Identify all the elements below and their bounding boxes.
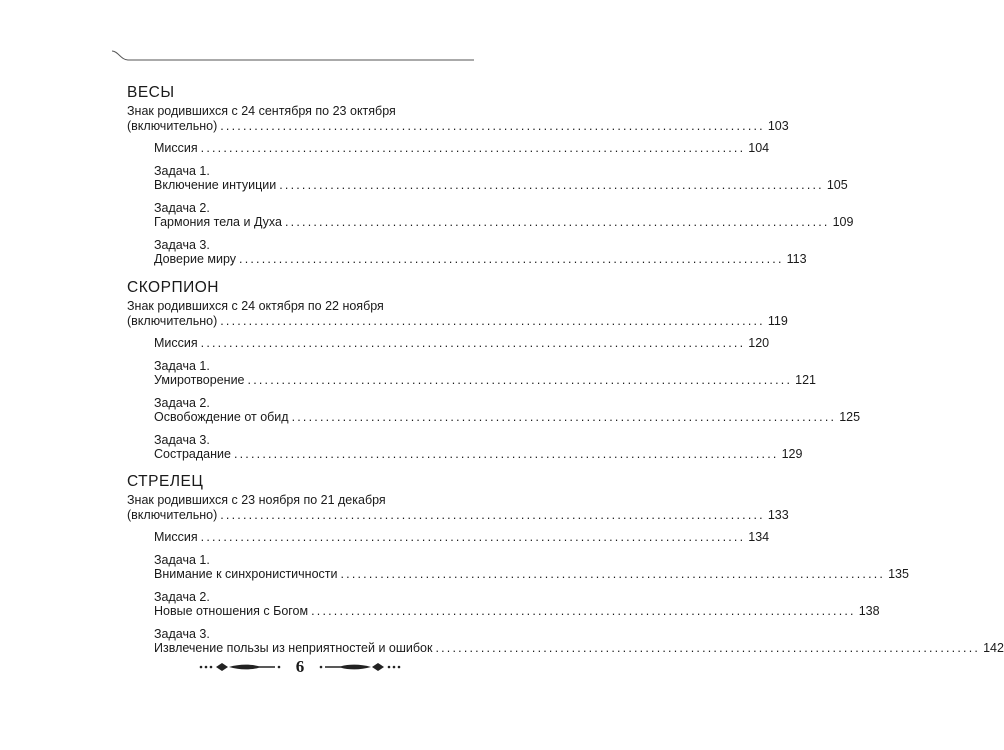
toc-entry-task-3 (154, 626, 1004, 656)
entry-label: Задача 2. (154, 200, 210, 215)
entry-label: Задача 3. (154, 626, 210, 641)
entry-page-number: 121 (795, 373, 816, 387)
toc-section-vesy (127, 84, 854, 267)
dot-leader: ................................................................................................ (435, 641, 981, 655)
section-subtitle-row (127, 507, 789, 523)
section-subtitle-row (127, 118, 789, 134)
entry-title: Миссия (154, 336, 198, 350)
entry-page-number: 142 (983, 641, 1004, 655)
section-subtitle-line1: Знак родившихся с 23 ноября по 21 декабря (127, 493, 386, 507)
page-number: 6 (295, 657, 305, 676)
section-page-number: 119 (767, 313, 788, 328)
entry-title: Включение интуиции (154, 178, 277, 192)
section-page-number: 133 (767, 507, 789, 522)
entry-title: Гармония тела и Духа (154, 215, 282, 229)
dot-leader: ................................................................................................ (239, 252, 784, 266)
toc-entry-task-1 (154, 358, 816, 388)
section-subtitle-line2: (включительно) (127, 507, 218, 522)
entry-page-number: 113 (786, 252, 807, 266)
toc-entry-task-3 (154, 237, 807, 267)
section-title: СКОРПИОН (127, 279, 219, 296)
dot-leader: ................................................................................................ (220, 313, 765, 328)
entry-title: Извлечение пользы из неприятностей и ошибок (154, 641, 433, 655)
section-title: СТРЕЛЕЦ (127, 473, 204, 490)
entry-page-number: 138 (858, 604, 880, 618)
dot-leader: ................................................................................................ (311, 604, 856, 618)
entry-title: Освобождение от обид (154, 410, 289, 424)
toc-entry-mission (154, 530, 770, 545)
toc-entry-task-2 (154, 589, 880, 619)
entry-page-number: 109 (832, 215, 854, 229)
entry-title: Доверие миру (154, 252, 237, 266)
dot-leader: ................................................................................................ (220, 118, 765, 133)
entry-page-number: 104 (748, 141, 770, 155)
section-subtitle-row (127, 313, 788, 329)
page-footer (199, 656, 401, 678)
footer-ornament-right (319, 660, 401, 674)
entry-label: Задача 3. (154, 237, 210, 252)
toc-entry-task-2 (154, 395, 861, 425)
toc-entry-task-2 (154, 200, 854, 230)
dot-leader: ................................................................................................ (200, 530, 746, 544)
entry-title: Миссия (154, 141, 198, 155)
section-title: ВЕСЫ (127, 84, 175, 101)
section-subtitle-line2: (включительно) (127, 313, 218, 328)
dot-leader: ................................................................................................ (200, 336, 746, 350)
entry-label: Задача 3. (154, 432, 210, 447)
entry-title: Внимание к синхронистичности (154, 567, 338, 581)
dot-leader: ................................................................................................ (285, 215, 830, 229)
entry-label: Задача 2. (154, 395, 210, 410)
entry-title: Новые отношения с Богом (154, 604, 309, 618)
section-subtitle-line1: Знак родившихся с 24 октября по 22 ноября (127, 299, 384, 313)
entry-label: Задача 2. (154, 589, 210, 604)
section-page-number: 103 (767, 118, 789, 133)
dot-leader: ................................................................................................ (340, 567, 886, 581)
toc-entry-task-1 (154, 552, 909, 582)
entry-page-number: 129 (781, 447, 803, 461)
toc-entry-mission (154, 336, 770, 351)
section-subtitle-line1: Знак родившихся с 24 сентября по 23 октября (127, 104, 396, 118)
entry-page-number: 105 (826, 178, 848, 192)
toc-section-strelets (127, 473, 1004, 656)
toc-entry-task-1 (154, 163, 848, 193)
entry-title: Умиротворение (154, 373, 245, 387)
dot-leader: ................................................................................................ (247, 373, 793, 387)
toc-section-skorpion (127, 279, 861, 462)
dot-leader: ................................................................................................ (233, 447, 779, 461)
dot-leader: ................................................................................................ (291, 410, 837, 424)
toc-entry-task-3 (154, 432, 803, 462)
entry-label: Задача 1. (154, 552, 210, 567)
entry-page-number: 125 (839, 410, 861, 424)
entry-title: Миссия (154, 530, 198, 544)
dot-leader: ................................................................................................ (200, 141, 746, 155)
header-ornament-rule (112, 50, 474, 64)
entry-page-number: 135 (888, 567, 909, 581)
entry-title: Сострадание (154, 447, 231, 461)
dot-leader: ................................................................................................ (220, 507, 765, 522)
entry-page-number: 134 (748, 530, 770, 544)
entry-label: Задача 1. (154, 358, 210, 373)
entry-label: Задача 1. (154, 163, 210, 178)
toc-entry-mission (154, 141, 770, 156)
entry-page-number: 120 (748, 336, 770, 350)
dot-leader: ................................................................................................ (279, 178, 824, 192)
section-subtitle-line2: (включительно) (127, 118, 218, 133)
